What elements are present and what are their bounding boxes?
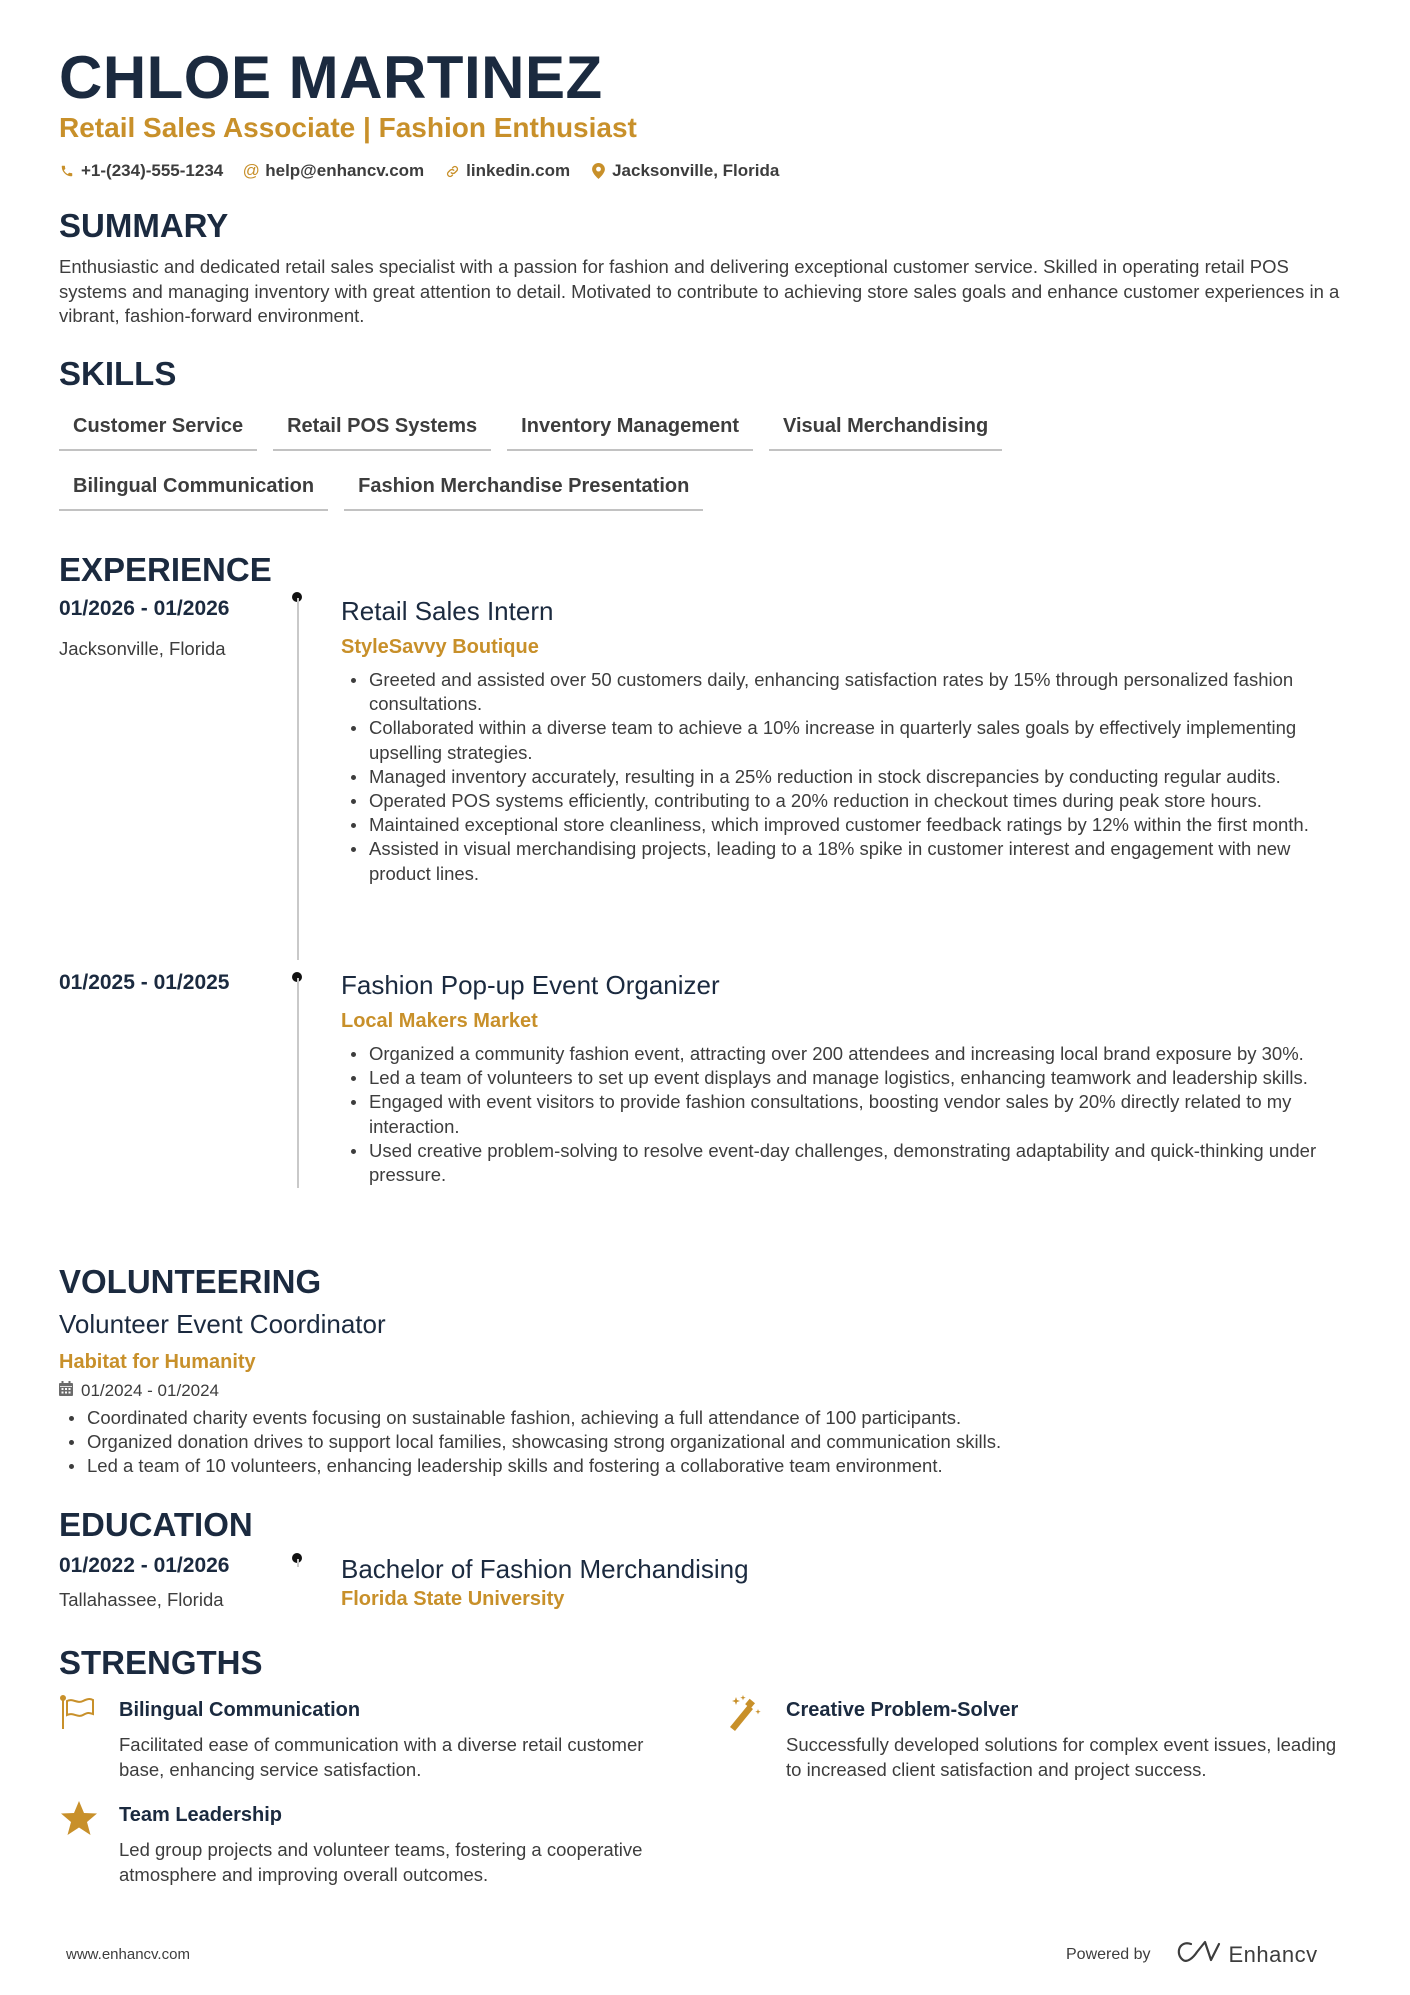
timeline-line: [297, 598, 299, 960]
bullet-item: Managed inventory accurately, resulting in a 25% reduction in stock discrepancies by conducting regular audits.: [341, 765, 1351, 789]
bullet-item: Greeted and assisted over 50 customers daily, enhancing satisfaction rates by 15% through personalized fashion consultations.: [341, 668, 1351, 716]
skill-tag: Visual Merchandising: [769, 405, 1002, 451]
enhancv-logo-icon: [1175, 1940, 1221, 1970]
education-school: Florida State University: [341, 1588, 565, 1610]
education-heading: EDUCATION: [59, 1506, 253, 1543]
skills-heading: SKILLS: [59, 355, 177, 392]
strengths-heading: STRENGTHS: [59, 1644, 263, 1681]
volunteer-dates: [59, 1380, 219, 1402]
education-location: Tallahassee, Florida: [59, 1589, 224, 1610]
experience-heading: EXPERIENCE: [59, 551, 272, 588]
skills-list: [59, 405, 1159, 511]
contact-linkedin[interactable]: [444, 160, 570, 182]
strength-desc: Facilitated ease of communication with a diverse retail customer base, enhancing service satisfaction.: [119, 1734, 644, 1780]
star-icon: [59, 1800, 99, 1836]
enhancv-logo-text: Enhancv: [1228, 1942, 1318, 1967]
phone-icon: [59, 163, 75, 179]
strength-title: Team Leadership: [119, 1804, 283, 1826]
experience-company: StyleSavvy Boutique: [341, 636, 539, 658]
skill-tag: Customer Service: [59, 405, 257, 451]
location-pin-icon: [590, 163, 606, 179]
experience-location: Jacksonville, Florida: [59, 638, 226, 659]
bullet-item: Used creative problem-solving to resolve event-day challenges, demonstrating adaptability and quick-thinking under pressure.: [341, 1139, 1351, 1187]
summary-text: Enthusiastic and dedicated retail sales specialist with a passion for fashion and delivering exceptional customer service. Skilled in operating retail POS systems and managing inventory with great attention to detail. Motivated to contribute to achieving store sales goals and enhance customer experiences in a vibrant, fashion-forward environment.: [59, 256, 1340, 326]
experience-role: Fashion Pop-up Event Organizer: [341, 970, 720, 1000]
experience-dates: 01/2026 - 01/2026: [59, 597, 230, 620]
calendar-icon: [59, 1380, 73, 1402]
timeline-line: [297, 1559, 299, 1567]
skill-tag: Fashion Merchandise Presentation: [344, 465, 703, 511]
contact-phone-text: +1-(234)-555-1234: [81, 161, 224, 180]
experience-bullets: [341, 668, 1351, 886]
education-dates: 01/2022 - 01/2026: [59, 1554, 230, 1577]
strength-title: Bilingual Communication: [119, 1699, 361, 1721]
volunteer-bullets: [59, 1406, 1359, 1479]
flag-icon: [59, 1695, 99, 1731]
education-degree: Bachelor of Fashion Merchandising: [341, 1554, 749, 1584]
contact-email[interactable]: [243, 160, 424, 182]
bullet-item: Assisted in visual merchandising projects, leading to a 18% spike in customer interest and engagement with new product lines.: [341, 837, 1351, 885]
contact-location-text: Jacksonville, Florida: [612, 161, 780, 180]
at-icon: @: [242, 161, 260, 180]
footer-powered: [1066, 1940, 1318, 1970]
bullet-item: Organized a community fashion event, attracting over 200 attendees and increasing local brand exposure by 30%.: [341, 1042, 1351, 1066]
bullet-item: Collaborated within a diverse team to achieve a 10% increase in quarterly sales goals by effectively implementing upselling strategies.: [341, 716, 1351, 764]
bullet-item: Coordinated charity events focusing on sustainable fashion, achieving a full attendance of 100 participants.: [59, 1406, 1359, 1430]
experience-company: Local Makers Market: [341, 1010, 538, 1032]
contact-phone[interactable]: [59, 160, 223, 182]
footer-website[interactable]: www.enhancv.com: [66, 1946, 190, 1963]
contact-location: [590, 160, 779, 182]
skill-tag: Bilingual Communication: [59, 465, 328, 511]
contact-row: [59, 160, 779, 182]
contact-linkedin-text: linkedin.com: [466, 161, 571, 180]
timeline-line: [297, 978, 299, 1188]
powered-by-label: Powered by: [1066, 1946, 1151, 1963]
skill-tag: Retail POS Systems: [273, 405, 491, 451]
candidate-name: CHLOE MARTINEZ: [59, 44, 603, 111]
bullet-item: Engaged with event visitors to provide fashion consultations, boosting vendor sales by 20% directly related to my interaction.: [341, 1090, 1351, 1138]
experience-bullets: [341, 1042, 1351, 1187]
skill-tag: Inventory Management: [507, 405, 753, 451]
bullet-item: Maintained exceptional store cleanliness, which improved customer feedback ratings by 12% within the first month.: [341, 813, 1351, 837]
enhancv-logo[interactable]: [1175, 1940, 1318, 1970]
bullet-item: Organized donation drives to support local families, showcasing strong organizational and communication skills.: [59, 1430, 1359, 1454]
link-icon: [444, 163, 460, 179]
volunteer-role: Volunteer Event Coordinator: [59, 1309, 386, 1339]
candidate-title: Retail Sales Associate | Fashion Enthusiast: [59, 112, 637, 143]
summary-heading: SUMMARY: [59, 207, 229, 244]
volunteer-organization: Habitat for Humanity: [59, 1351, 256, 1373]
strength-desc: Successfully developed solutions for complex event issues, leading to increased client satisfaction and project success.: [786, 1734, 1337, 1780]
experience-role: Retail Sales Intern: [341, 596, 554, 626]
contact-email-text: help@enhancv.com: [265, 161, 425, 180]
strength-title: Creative Problem-Solver: [786, 1699, 1019, 1721]
bullet-item: Led a team of 10 volunteers, enhancing leadership skills and fostering a collaborative team environment.: [59, 1454, 1359, 1478]
experience-dates: 01/2025 - 01/2025: [59, 971, 230, 994]
volunteering-heading: VOLUNTEERING: [59, 1263, 322, 1300]
bullet-item: Led a team of volunteers to set up event displays and manage logistics, enhancing teamwork and leadership skills.: [341, 1066, 1351, 1090]
bullet-item: Operated POS systems efficiently, contributing to a 20% reduction in checkout times during peak store hours.: [341, 789, 1351, 813]
strength-desc: Led group projects and volunteer teams, fostering a cooperative atmosphere and improving overall outcomes.: [119, 1839, 643, 1885]
magic-wand-icon: [726, 1695, 766, 1731]
volunteer-dates-text: 01/2024 - 01/2024: [81, 1381, 220, 1400]
